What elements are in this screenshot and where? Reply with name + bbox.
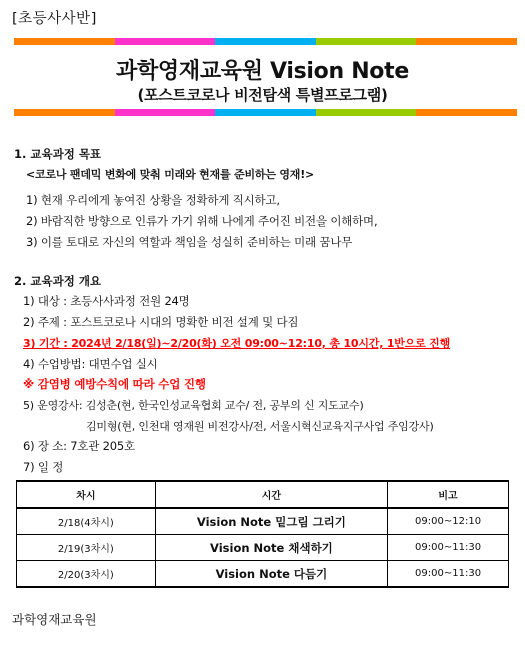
overview-instructor-2: 김미형(현, 인천대 영재원 비전강사/전, 서울시혁신교육지구사업 주임강사): [86, 420, 434, 433]
row-time: 09:00~11:30: [388, 561, 509, 588]
bottom-color-stripe: [14, 109, 517, 116]
stripe-segment-2: [115, 109, 216, 116]
page-title: 과학영재교육원 Vision Note: [116, 59, 409, 84]
row-activity: Vision Note 밑그림 그리기: [155, 508, 387, 535]
section-2-heading: 2. 교육과정 개요: [14, 274, 102, 288]
overview-notice: ※ 감염병 예방수칙에 따라 수업 진행: [23, 377, 206, 391]
overview-theme: 2) 주제 : 포스트코로나 시대의 명확한 비전 설계 및 다짐: [23, 315, 299, 329]
overview-place: 6) 장 소: 7호관 205호: [23, 439, 135, 453]
stripe-segment-4: [316, 109, 417, 116]
schedule-header-row: [17, 481, 509, 508]
row-activity: Vision Note 채색하기: [155, 535, 387, 561]
header-note: 비고: [388, 481, 509, 508]
goal-item-1: 1) 현재 우리에게 놓여진 상황을 정확하게 직시하고,: [26, 193, 280, 207]
goal-item-2: 2) 바람직한 방향으로 인류가 가기 위해 나에게 주어진 비전을 이해하며,: [26, 214, 378, 228]
top-color-stripe: [14, 38, 517, 45]
footer-organization: 과학영재교육원: [12, 612, 97, 627]
table-row: [17, 561, 509, 588]
table-row: [17, 535, 509, 561]
row-session: 2/19(3차시): [17, 535, 156, 561]
row-session: 2/20(3차시): [17, 561, 156, 588]
row-time: 09:00~11:30: [388, 535, 509, 561]
stripe-segment-5: [416, 38, 517, 45]
overview-method: 4) 수업방법: 대면수업 실시: [23, 357, 158, 371]
table-row: [17, 508, 509, 535]
stripe-segment-4: [316, 38, 417, 45]
goal-item-3: 3) 이를 토대로 자신의 역할과 책임을 성실히 준비하는 미래 꿈나무: [26, 235, 353, 249]
section-1-motto: <코로나 팬데믹 변화에 맞춰 미래와 현재를 준비하는 영재!>: [26, 168, 315, 181]
page-subtitle: (포스트코로나 비전탐색 특별프로그램): [137, 86, 388, 104]
class-tag: [초등사사반]: [12, 11, 97, 27]
stripe-segment-3: [215, 38, 316, 45]
row-session: 2/18(4차시): [17, 508, 156, 535]
overview-target: 1) 대상 : 초등사사과정 전원 24명: [23, 294, 190, 308]
section-1-heading: 1. 교육과정 목표: [14, 147, 102, 161]
schedule-table: [16, 480, 509, 588]
stripe-segment-1: [14, 38, 115, 45]
stripe-segment-2: [115, 38, 216, 45]
stripe-segment-3: [215, 109, 316, 116]
overview-schedule-label: 7) 일 정: [23, 460, 64, 474]
overview-period: 3) 기간 : 2024년 2/18(일)~2/20(화) 오전 09:00~12:10, 총 10시간, 1반으로 진행: [23, 337, 451, 350]
overview-instructor-1: 5) 운영강사: 김성춘(현, 한국인성교육협회 교수/ 전, 공부의 신 지도교수): [23, 399, 364, 412]
stripe-segment-5: [416, 109, 517, 116]
stripe-segment-1: [14, 109, 115, 116]
header-time: 시간: [155, 481, 387, 508]
row-activity: Vision Note 다듬기: [155, 561, 387, 588]
header-session: 차시: [17, 481, 156, 508]
row-time: 09:00~12:10: [388, 508, 509, 535]
